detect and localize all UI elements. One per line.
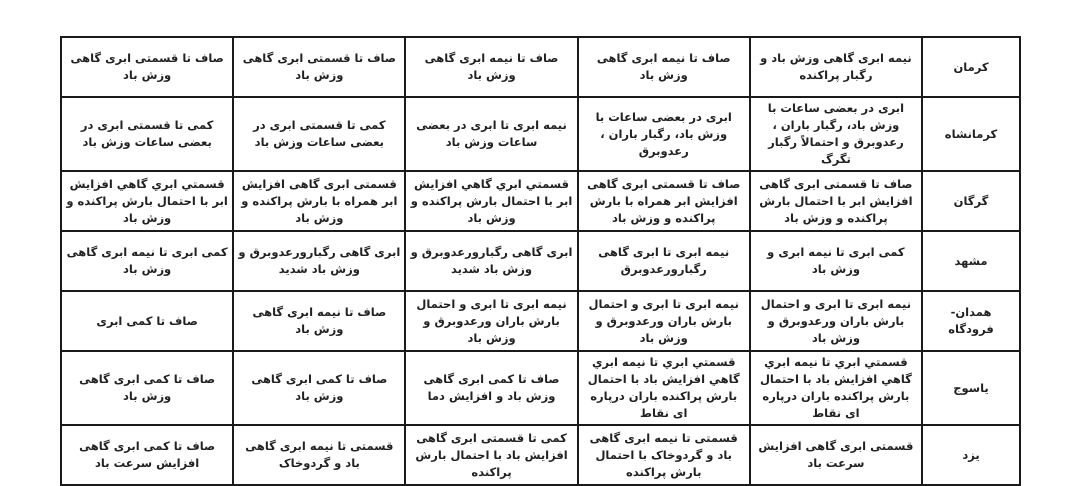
table-row xyxy=(61,231,1020,291)
forecast-cell: صاف تا کمی ابری xyxy=(61,291,233,351)
forecast-cell: صاف تا کمی ابری گاهی وزش باد xyxy=(233,351,405,425)
forecast-cell: قسمتي ابري گاهي افزايش ابر با احتمال بارش پراکنده و وزش باد xyxy=(61,171,233,231)
forecast-cell: نیمه ابری تا ابری و احتمال بارش باران ورعدوبرق و وزش باد xyxy=(750,291,922,351)
table-row xyxy=(61,351,1020,425)
forecast-cell: صاف تا نیمه ابری گاهی وزش باد xyxy=(578,37,750,97)
forecast-cell: قسمتی ابری گاهی افزایش ابر همراه با بارش پراکنده و وزش باد xyxy=(233,171,405,231)
table-row xyxy=(61,291,1020,351)
city-name: یاسوج xyxy=(922,351,1020,425)
forecast-cell: کمی ابری تا نیمه ابری و وزش باد xyxy=(750,231,922,291)
forecast-cell: قسمتی تا نیمه ابری گاهی باد و گردوخاک xyxy=(233,425,405,485)
forecast-cell: کمی تا قسمتی ابری گاهی افزایش باد با احتمال بارش پراکنده xyxy=(405,425,577,485)
forecast-cell: صاف تا کمی ابری گاهی وزش باد و افزایش دما xyxy=(405,351,577,425)
forecast-cell: قسمتي ابري تا نيمه ابري گاهي افزايش باد با احتمال بارش پراکنده باران درپاره ای نقاط xyxy=(750,351,922,425)
forecast-cell: کمی تا قسمتی ابری در بعضی ساعات وزش باد xyxy=(61,97,233,171)
forecast-cell: نیمه ابری گاهی وزش باد و رگبار پراکنده xyxy=(750,37,922,97)
weather-forecast-table xyxy=(60,36,1021,486)
forecast-cell: صاف تا کمی ابری گاهی وزش باد xyxy=(61,351,233,425)
forecast-cell: ابری در بعضی ساعات با وزش باد، رگبار باران ، رعدوبرق xyxy=(578,97,750,171)
forecast-cell: کمی تا قسمتی ابری در بعضی ساعات وزش باد xyxy=(233,97,405,171)
forecast-cell: کمی ابری تا نیمه ابری گاهی وزش باد xyxy=(61,231,233,291)
table-row xyxy=(61,171,1020,231)
forecast-cell: قسمتي ابري گاهي افزايش ابر با احتمال بارش پراکنده و وزش باد xyxy=(405,171,577,231)
city-name: کرمانشاه xyxy=(922,97,1020,171)
table-row xyxy=(61,97,1020,171)
forecast-cell: صاف تا کمی ابری گاهی افزایش سرعت باد xyxy=(61,425,233,485)
forecast-cell: ابری در بعضی ساعات با وزش باد، رگبار باران ، رعدوبرق و احتمالاً رگبار تگرگ xyxy=(750,97,922,171)
city-name: کرمان xyxy=(922,37,1020,97)
city-name: همدان- فرودگاه xyxy=(922,291,1020,351)
forecast-cell: صاف تا قسمتی ابری گاهی افزایش ابر همراه با بارش پراکنده و وزش باد xyxy=(578,171,750,231)
forecast-cell: صاف تا قسمتی ابری گاهی افزایش ابر با احتمال بارش پراکنده و وزش باد xyxy=(750,171,922,231)
forecast-cell: نیمه ابری تا ابری و احتمال بارش باران ورعدوبرق و وزش باد xyxy=(405,291,577,351)
city-name: یزد xyxy=(922,425,1020,485)
city-name: مشهد xyxy=(922,231,1020,291)
forecast-cell: قسمتي ابري تا نيمه ابري گاهي افزايش باد با احتمال بارش پراکنده باران درپاره ای نقاط xyxy=(578,351,750,425)
forecast-cell: صاف تا قسمتی ابری گاهی وزش باد xyxy=(61,37,233,97)
forecast-cell: قسمتی تا نیمه ابری گاهی باد و گردوخاک با احتمال بارش پراکنده xyxy=(578,425,750,485)
forecast-cell: ابری گاهی رگبارورعدوبرق و وزش باد شدید xyxy=(405,231,577,291)
table-row xyxy=(61,37,1020,97)
forecast-cell: صاف تا نیمه ابری گاهی وزش باد xyxy=(405,37,577,97)
forecast-cell: نیمه ابری تا ابری گاهی رگبارورعدوبرق xyxy=(578,231,750,291)
forecast-cell: ابری گاهی رگبارورعدوبرق و وزش باد شدید xyxy=(233,231,405,291)
forecast-cell: صاف تا نیمه ابری گاهی وزش باد xyxy=(233,291,405,351)
city-name: گرگان xyxy=(922,171,1020,231)
table-row xyxy=(61,425,1020,485)
forecast-cell: نیمه ابری تا ابری در بعضی ساعات وزش باد xyxy=(405,97,577,171)
forecast-cell: صاف تا قسمتی ابری گاهی وزش باد xyxy=(233,37,405,97)
forecast-cell: نیمه ابری تا ابری و احتمال بارش باران ورعدوبرق و وزش باد xyxy=(578,291,750,351)
forecast-cell: قسمتی ابری گاهی افزایش سرعت باد xyxy=(750,425,922,485)
